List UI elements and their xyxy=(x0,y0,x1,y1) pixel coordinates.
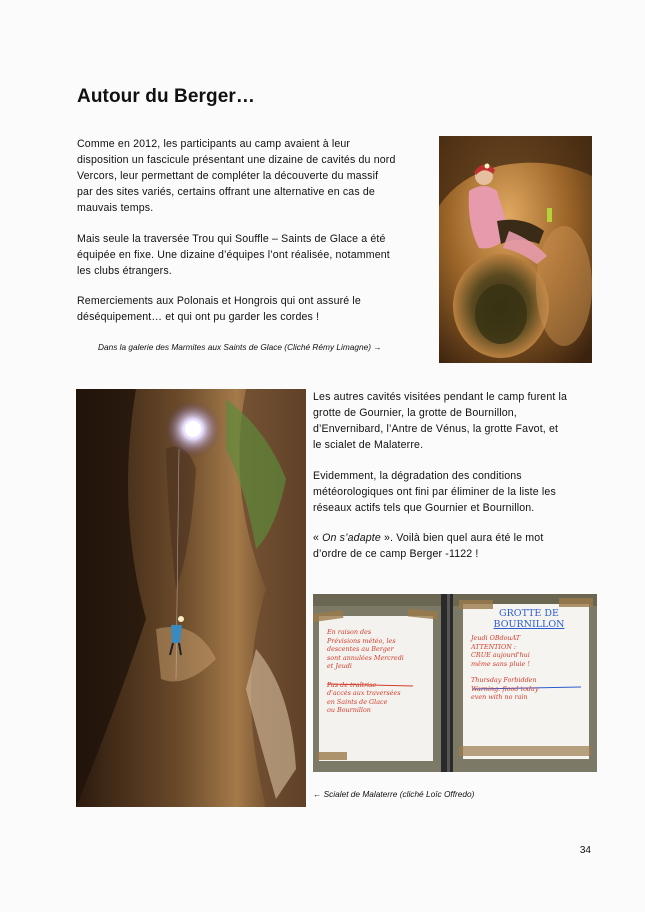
quote-rest: ». Voilà bien quel aura été le mot xyxy=(380,532,544,544)
right-paragraph-1 xyxy=(313,389,603,453)
sign-line: CRUE aujourd'hui xyxy=(471,651,530,659)
sign-english-text xyxy=(471,676,587,702)
photo-signs xyxy=(313,594,597,772)
left-sign-text xyxy=(327,628,431,715)
text-line: Mais seule la traversée Trou qui Souffle – Saints de Glace a été xyxy=(77,233,386,245)
sign-line: Pas de traîtrise xyxy=(327,680,377,689)
sign-line: ATTENTION : xyxy=(471,642,516,651)
sign-line: sont annulées Mercredi xyxy=(327,653,404,662)
caption-malaterre: ← Scialet de Malaterre (cliché Loïc Offredo) xyxy=(313,789,475,799)
right-paragraph-3 xyxy=(313,530,603,562)
text-line: réseaux actifs tels que Gournier et Bournillon. xyxy=(313,502,535,514)
photo-marmites-drawing xyxy=(439,136,592,363)
text-line: d’Envernibard, l’Antre de Vénus, la grotte Favot, et xyxy=(313,423,559,435)
right-paragraph-2 xyxy=(313,468,603,516)
quote-open: « xyxy=(313,532,323,544)
sign-line: even with no rain xyxy=(471,693,528,701)
sign-line: descentes au Berger xyxy=(327,645,394,653)
text-line: Les autres cavités visitées pendant le camp furent la xyxy=(313,391,568,403)
sign-title: GROTTE DE xyxy=(499,608,559,619)
sign-line: même sans pluie ! xyxy=(471,659,530,668)
text-line: grotte de Gournier, la grotte de Bournillon, xyxy=(313,407,517,419)
intro-paragraph-3 xyxy=(77,293,429,325)
text-line: Vercors, leur permettant de compléter la découverte du massif xyxy=(77,170,379,182)
text-line: Comme en 2012, les participants au camp avaient à leur xyxy=(77,138,351,150)
page-number: 34 xyxy=(579,845,591,856)
photo-shaft-drawing xyxy=(76,389,306,807)
photo-marmites xyxy=(439,136,592,363)
text-line: équipée en fixe. Une dizaine d’équipes l’ont réalisée, notamment xyxy=(77,249,390,261)
text-line: mauvais temps. xyxy=(77,202,154,214)
text-line: les clubs étrangers. xyxy=(77,265,172,277)
right-sign-text xyxy=(471,608,587,702)
sign-line: en Saints de Glace xyxy=(327,697,388,706)
quote-motto: On s’adapte xyxy=(322,532,381,544)
sign-line: d'accès aux traversées xyxy=(327,689,401,697)
sign-line: et Jeudi xyxy=(327,662,352,670)
intro-paragraph-1 xyxy=(77,136,429,216)
text-line: Remerciements aux Polonais et Hongrois qui ont assuré le xyxy=(77,295,361,307)
text-line xyxy=(313,530,603,546)
sign-french-text xyxy=(471,634,587,668)
sign-line: ou Bournillon xyxy=(327,706,371,714)
text-line: par des sites variés, certains offrant une alternative en cas de xyxy=(77,186,375,198)
sign-title: BOURNILLON xyxy=(493,619,565,630)
text-line: disposition un fascicule présentant une dizaine de cavités du nord xyxy=(77,154,396,166)
sign-line: Thursday Forbidden xyxy=(471,676,537,684)
sign-line: Jeudi OBdouAT xyxy=(471,634,521,642)
caption-marmites: Dans la galerie des Marmites aux Saints de Glace (Cliché Rémy Limagne) → xyxy=(98,342,382,352)
sign-line: Prévisions météo, les xyxy=(327,636,396,645)
text-line: météorologiques ont fini par éliminer de la liste les xyxy=(313,486,556,498)
intro-paragraph-2 xyxy=(77,231,429,279)
sign-line: Warning: flood today xyxy=(471,684,539,693)
text-line: le scialet de Malaterre. xyxy=(313,439,424,451)
text-line: déséquipement… et qui ont pu garder les cordes ! xyxy=(77,311,320,323)
page-title: Autour du Berger… xyxy=(77,86,255,107)
text-line: d’ordre de ce camp Berger -1122 ! xyxy=(313,548,479,560)
sign-line: En raison des xyxy=(327,628,372,636)
text-line: Evidemment, la dégradation des conditions xyxy=(313,470,522,482)
photo-shaft xyxy=(76,389,306,807)
